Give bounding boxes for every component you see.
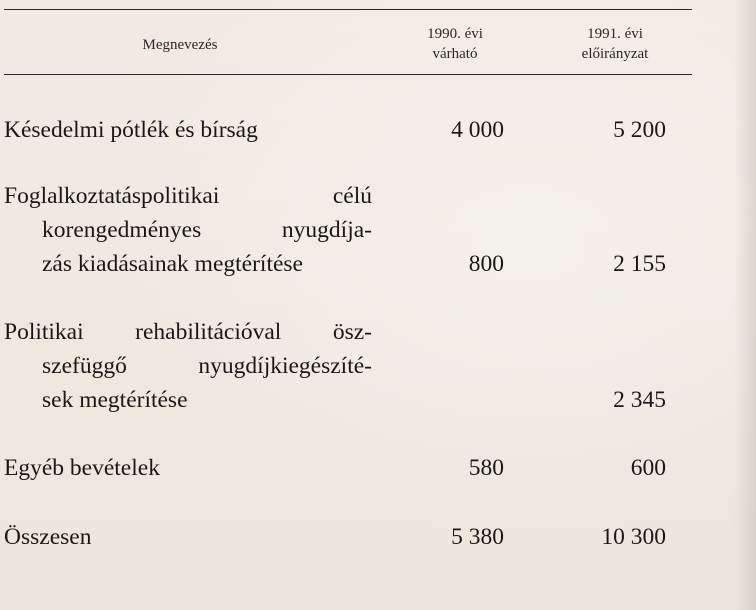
header-name-label: Megnevezés [142,37,218,53]
row-label-line: sek megtérítése [42,387,188,413]
row-label-line: Összesen [4,524,92,550]
row-label-political-rehabilitation [4,315,372,417]
header-1990 [395,24,515,64]
row-label-total [4,520,372,554]
row-label-late-fees [4,113,372,147]
row-value-1991: 5 200 [613,117,666,143]
table-top-rule [4,9,692,10]
row-label-line: szefüggő nyugdíjkiegészíté- [42,353,372,379]
header-1991 [540,24,690,64]
row-label-line: Politikai rehabilitációval ösz- [4,319,372,345]
row-value-1991: 2 345 [613,387,666,413]
row-label-line: korengedményes nyugdíja- [42,217,372,243]
header-1990-line-1: 1990. évi [427,26,483,42]
row-value-1990: 5 380 [451,524,504,550]
row-value-1990: 580 [468,455,504,481]
row-value-1991: 2 155 [613,251,666,277]
row-value-1990: 4 000 [451,117,504,143]
header-1991-line-2: előirányzat [581,46,649,62]
row-value-1991: 10 300 [601,524,666,550]
row-label-line: zás kiadásainak megtérítése [42,251,303,277]
header-name [40,35,320,55]
row-label-line: Foglalkoztatáspolitikai célú [4,183,372,209]
page-edge-shadow [734,0,756,610]
row-label-line: Késedelmi pótlék és bírság [4,117,258,143]
row-label-line: Egyéb bevételek [4,455,160,481]
row-label-early-retirement [4,179,372,281]
header-1991-line-1: 1991. évi [587,26,643,42]
header-1990-line-2: várható [432,46,478,62]
row-label-other-revenue [4,451,372,485]
table-header-rule [4,74,692,75]
row-value-1991: 600 [630,455,666,481]
row-value-1990: 800 [468,251,504,277]
